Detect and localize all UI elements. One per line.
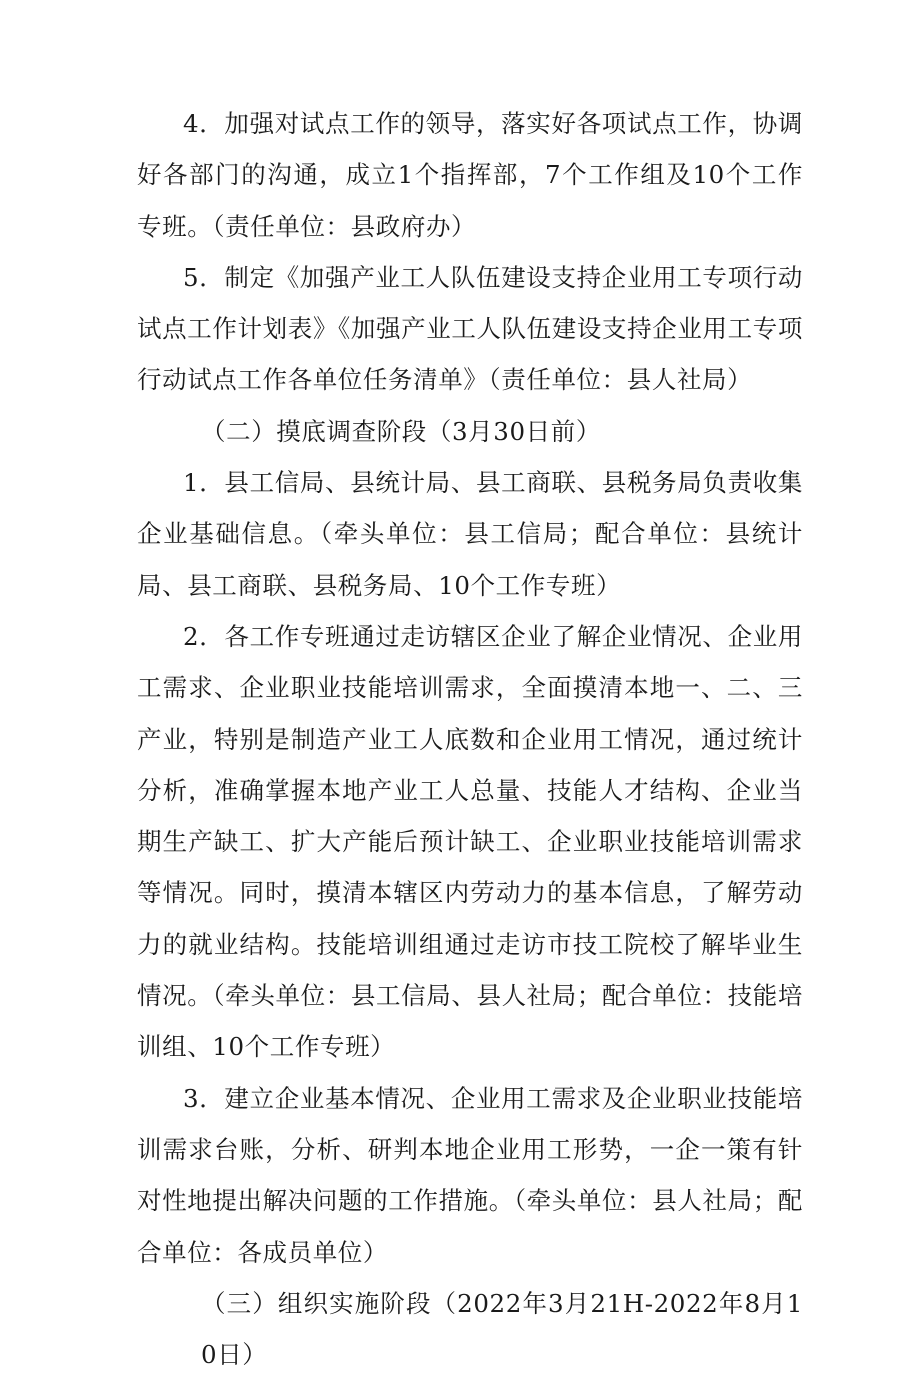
paragraph-item-4: 4．加强对试点工作的领导，落实好各项试点工作，协调好各部门的沟通，成立1个指挥部，7个工作组及10个工作专班。（责任单位：县政府办） <box>137 109 803 241</box>
paragraph-survey-item-2: 2．各工作专班通过走访辖区企业了解企业情况、企业用工需求、企业职业技能培训需求，全面摸清本地一、二、三产业，特别是制造产业工人底数和企业用工情况，通过统计分析，准确掌握本地产业工人总量、技能人才结构、企业当期生产缺工、扩大产能后预计缺工、企业职业技能培训需求等情况。同时，摸清本辖区内劳动力的基本信息，了解劳动力的就业结构。技能培训组通过走访市技工院校了解毕业生情况。（牵头单位：县工信局、县人社局；配合单位：技能培训组、10个工作专班） <box>137 621 803 1062</box>
paragraph-survey-item-1: 1．县工信局、县统计局、县工商联、县税务局负责收集企业基础信息。（牵头单位：县工信局；配合单位：县统计局、县工商联、县税务局、10个工作专班） <box>137 468 803 600</box>
paragraph-item-5: 5．制定《加强产业工人队伍建设支持企业用工专项行动试点工作计划表》《加强产业工人队伍建设支持企业用工专项行动试点工作各单位任务清单》（责任单位：县人社局） <box>137 262 803 395</box>
section-heading-implementation: （三）组织实施阶段（2022年3月21H-2022年8月10日） <box>201 1288 803 1370</box>
document-page <box>137 98 803 1380</box>
paragraph-survey-item-3: 3．建立企业基本情况、企业用工需求及企业职业技能培训需求台账，分析、研判本地企业用工形势，一企一策有针对性地提出解决问题的工作措施。（牵头单位：县人社局；配合单位：各成员单位） <box>137 1083 803 1267</box>
section-heading-survey: （二）摸底调查阶段（3月30日前） <box>201 416 601 446</box>
